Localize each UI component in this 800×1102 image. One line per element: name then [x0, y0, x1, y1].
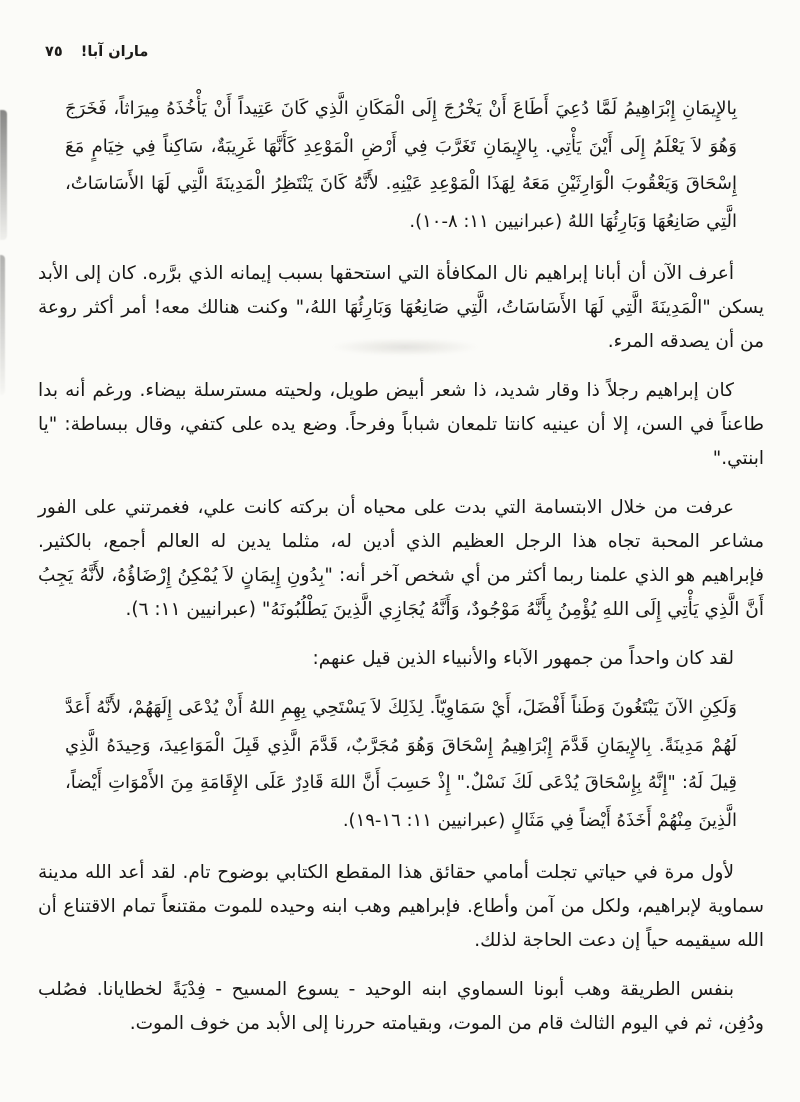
scripture-quote-hebrews-11-8-10: بِالإِيمَانِ إِبْرَاهِيمُ لَمَّا دُعِيَ أَطَاعَ أَنْ يَخْرُجَ إِلَى الْمَكَانِ الَّذِي كَانَ عَتِيداً أَنْ يَأْخُذَهُ مِيرَاثاً، فَخَرَجَ وَهُوَ لاَ يَعْلَمُ إِلَى أَيْنَ يَأْتِي. بِالإِيمَانِ تَغَرَّبَ فِي أَرْضِ الْمَوْعِدِ كَأَنَّهَا غَرِيبَةٌ، سَاكِناً فِي خِيَامٍ مَعَ إِسْحَاقَ وَيَعْقُوبَ الْوَارِثَيْنِ مَعَهُ لِهَذَا الْمَوْعِدِ عَيْنِهِ. لأَنَّهُ كَانَ يَنْتَظِرُ الْمَدِينَةَ الَّتِي لَهَا الأَسَاسَاتُ، الَّتِي صَانِعُهَا وَبَارِئُهَا اللهُ (عبرانيين ١١: ٨-١٠). [65, 98, 737, 232]
paragraph-abraham-reward: أعرف الآن أن أبانا إبراهيم نال المكافأة التي استحقها بسبب إيمانه الذي برَّره. كان إلى الأبد يسكن "الْمَدِينَةَ الَّتِي لَهَا الأَسَاسَاتُ، الَّتِي صَانِعُهَا وَبَارِئُهَا اللهُ،" وكنت هنالك معه! أمر أكثر روعة من أن يصدقه المرء. [38, 263, 764, 352]
paragraph-quote-intro: لقد كان واحداً من جمهور الآباء والأنبياء الذين قيل عنهم: [312, 648, 734, 669]
book-title: ماران آبا! [80, 44, 149, 60]
paragraph-abraham-description: كان إبراهيم رجلاً ذا وقار شديد، ذا شعر أبيض طويل، ولحيته مسترسلة بيضاء. ورغم أنه بدا طاعناً في السن، إلا أن عينيه كانتا تلمعان شباباً وفرحاً. وضع يده على كتفي، وقال ببساطة: "يا ابنتي." [38, 380, 764, 469]
binding-shadow-mark [0, 255, 5, 395]
paragraph-heavenly-father: بنفس الطريقة وهب أبونا السماوي ابنه الوحيد - يسوع المسيح - فِدْيَةً لخطايانا. فصُلب ودُفِن، ثم في اليوم الثالث قام من الموت، وبقيامته حررنا إلى الأبد من خوف الموت. [38, 979, 764, 1034]
binding-shadow-mark [0, 110, 7, 240]
page-text-block [38, 90, 764, 1056]
running-head [45, 44, 148, 60]
scripture-quote-hebrews-11-16-19: وَلَكِنِ الآنَ يَبْتَغُونَ وَطَناً أَفْضَلَ، أَيْ سَمَاوِيّاً. لِذَلِكَ لاَ يَسْتَحِي بِهِمِ اللهُ أَنْ يُدْعَى إِلَهَهُمْ، لأَنَّهُ أَعَدَّ لَهُمْ مَدِينَةً. بِالإِيمَانِ قَدَّمَ إِبْرَاهِيمُ إِسْحَاقَ وَهُوَ مُجَرَّبٌ، قَدَّمَ الَّذِي قَبِلَ الْمَوَاعِيدَ، وَحِيدَهُ الَّذِي قِيلَ لَهُ: "إِنَّهُ بِإِسْحَاقَ يُدْعَى لَكَ نَسْلٌ." إِذْ حَسِبَ أَنَّ اللهَ قَادِرٌ عَلَى الإِقَامَةِ مِنَ الأَمْوَاتِ أَيْضاً، الَّذِينَ مِنْهُمْ أَخَذَهُ أَيْضاً فِي مَثَالٍ (عبرانيين ١١: ١٦-١٩). [65, 697, 737, 831]
paragraph-abraham-blessing: عرفت من خلال الابتسامة التي بدت على محياه أن بركته كانت علي، فغمرتني على الفور مشاعر المحبة تجاه هذا الرجل العظيم الذي أدين له، مثلما يدين له العالم أجمع، بالكثير. فإبراهيم هو الذي علمنا ربما أكثر من أي شخص آخر أنه: "بِدُونِ إِيمَانٍ لاَ يُمْكِنُ إِرْضَاؤُهُ، لأَنَّهُ يَجِبُ أَنَّ الَّذِي يَأْتِي إِلَى اللهِ يُؤْمِنُ بِأَنَّهُ مَوْجُودٌ، وَأَنَّهُ يُجَازِي الَّذِينَ يَطْلُبُونَهُ" (عبرانيين ١١: ٦). [38, 497, 764, 620]
page-number: ٧٥ [45, 44, 63, 60]
paragraph-first-time-truths: لأول مرة في حياتي تجلت أمامي حقائق هذا المقطع الكتابي بوضوح تام. لقد أعد الله مدينة سماوية لإبراهيم، ولكل من آمن وأطاع. فإبراهيم وهب ابنه وحيده للموت مقتنعاً تمام الاقتناع أن الله سيقيمه حياً إن دعت الحاجة لذلك. [38, 862, 764, 951]
